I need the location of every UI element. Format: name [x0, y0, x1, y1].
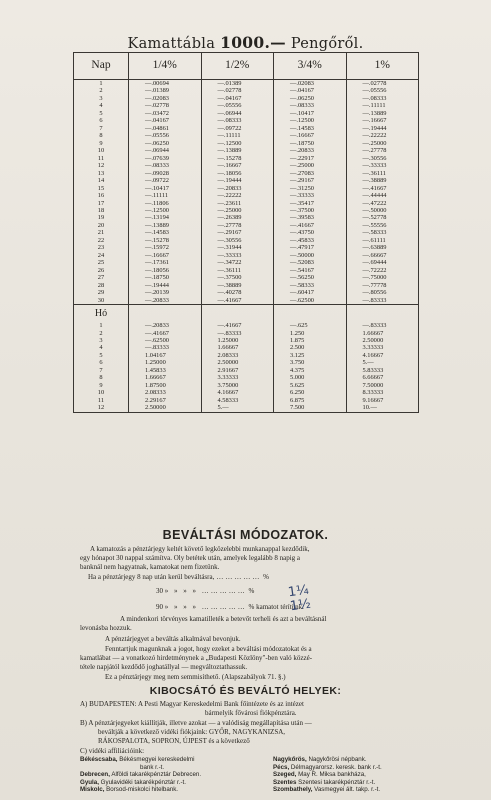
day-rate-value: —.15278 — [217, 154, 242, 162]
day-number: 15 — [97, 184, 105, 192]
day-number: 11 — [97, 154, 105, 162]
month-rate-value: 2.500 — [290, 344, 305, 352]
day-rate-value: —.14583 — [290, 124, 314, 132]
terms-line: egy hónapot 30 nappal számítva. Oly betétek után, amelyek legalább 8 napig a — [80, 554, 301, 562]
affiliate-entry: Szombathely, Vasmegyei ált. takp. r.-t. — [273, 786, 381, 794]
month-rate-value: 2.50000 — [145, 404, 166, 412]
day-rate-value: —.15972 — [145, 244, 169, 252]
day-rate-value: —.16667 — [290, 132, 314, 140]
day-rate-value: —.25000 — [362, 139, 387, 147]
day-rate-value: —.06250 — [290, 94, 314, 102]
month-rate-value: 5.625 — [290, 381, 305, 389]
day-rate-value: —.14583 — [145, 229, 169, 237]
branches-line: C) vidéki affiliációink: — [80, 747, 145, 755]
month-rate-value: 2.50000 — [362, 337, 384, 344]
day-rate-value: —.04167 — [217, 94, 242, 102]
month-rate-value: 2.91667 — [217, 366, 239, 374]
day-rate-value: —.37500 — [290, 206, 314, 214]
day-rate-value: —.09028 — [145, 169, 169, 177]
day-rate-value: —.37500 — [217, 274, 242, 282]
day-rate-value: —.66667 — [362, 251, 387, 259]
day-rate-value: —.54167 — [290, 266, 314, 274]
day-number: 4 — [99, 102, 103, 110]
month-number: 12 — [97, 404, 105, 412]
affiliate-entry: Szeged, May R. Miksa bankháza, — [273, 771, 366, 779]
interest-table — [73, 52, 419, 413]
day-number: 16 — [97, 192, 105, 200]
day-number: 3 — [99, 94, 103, 102]
day-rate-value: —.19444 — [362, 124, 387, 132]
month-rate-value: —.83333 — [217, 329, 242, 337]
month-rate-value: 1.875 — [290, 337, 305, 344]
day-rate-value: —.10417 — [290, 109, 314, 117]
month-rate-value: 9.16667 — [362, 396, 384, 404]
month-rate-value: —.62500 — [145, 337, 169, 344]
day-rate-column — [346, 80, 419, 305]
header-day: Nap — [74, 53, 129, 80]
day-rate-value: —.18750 — [290, 139, 314, 147]
day-rate-value: —.33333 — [362, 162, 387, 170]
month-header: Hó — [74, 305, 129, 323]
month-rate-value: 1.66667 — [217, 344, 239, 352]
day-rate-value: —.25000 — [290, 162, 314, 170]
day-number: 26 — [97, 266, 105, 274]
day-rate-value: —.30556 — [217, 236, 242, 244]
month-number: 9 — [99, 381, 103, 389]
month-rate-value: 4.58333 — [217, 396, 239, 404]
month-rate-value: 5.83333 — [362, 366, 384, 374]
day-rate-value: —.36111 — [217, 266, 241, 274]
day-rate-value: —.20833 — [290, 147, 314, 155]
day-rate-value: —.19444 — [145, 281, 169, 289]
day-number: 19 — [97, 214, 105, 222]
rate-line-90: 90 — [156, 603, 163, 611]
day-number: 9 — [99, 139, 103, 147]
day-rate-value: —.05556 — [217, 102, 242, 110]
months-block — [74, 322, 419, 412]
day-rate-value: —.19444 — [217, 177, 242, 185]
day-rate-column — [274, 80, 347, 305]
title-suffix: Pengőről. — [290, 36, 364, 52]
month-rate-value: 2.29167 — [145, 396, 166, 404]
affiliate-entry: Debrecen, Alföldi takarékpénztár Debrecen. — [80, 771, 202, 779]
day-rate-value: —.31944 — [217, 244, 242, 252]
month-rate-value: 3.75000 — [217, 381, 239, 389]
month-rate-value: 3.125 — [290, 351, 305, 359]
day-number: 22 — [97, 236, 105, 244]
header-rate-one: 1% — [346, 53, 419, 80]
day-rate-value: —.47917 — [290, 244, 314, 252]
day-rate-value: —.06944 — [217, 109, 242, 117]
day-number: 13 — [97, 169, 105, 177]
day-rate-value: —.35417 — [290, 199, 314, 207]
terms-line: tétele napjától kezdődő joghatállyal — megváltoztathassuk. — [80, 663, 248, 671]
rate-line-8: Ha a pénztárjegy 8 nap után kerül beváltásra — [88, 573, 213, 581]
month-rate-value: 1.04167 — [145, 351, 166, 359]
affiliate-entry: Gyula, Gyulavidéki takarékpénztár r.-t. — [80, 778, 186, 786]
day-rate-value: —.18056 — [145, 266, 169, 274]
day-rate-value: —.09722 — [145, 177, 169, 185]
day-number: 28 — [97, 281, 105, 289]
day-rate-value: —.25000 — [217, 206, 242, 214]
day-rate-value: —.01389 — [145, 87, 169, 95]
month-rate-value: 4.16667 — [362, 351, 384, 359]
day-rate-value: —.41667 — [217, 296, 242, 304]
month-header-row — [74, 305, 419, 323]
day-rate-value: —.13889 — [362, 109, 387, 117]
affiliate-entry: Békéscsaba, Békésmegyei kereskedelmi — [80, 756, 195, 763]
day-rate-value: —.03472 — [145, 109, 169, 117]
handwritten-rate: 1½ — [289, 596, 312, 615]
day-number: 17 — [97, 199, 105, 207]
month-number: 5 — [99, 351, 103, 359]
day-rate-value: —.52778 — [362, 214, 387, 222]
month-number: 3 — [99, 337, 103, 344]
month-number: 7 — [99, 366, 103, 374]
day-rate-value: —.16667 — [362, 117, 387, 125]
day-rate-value: —.13889 — [217, 147, 242, 155]
day-rate-value: —.16667 — [217, 162, 242, 170]
branches-line: RÁKOSPALOTA, SOPRON, ÚJPEST és a következő — [98, 737, 250, 745]
month-rate-value: 6.250 — [290, 389, 305, 397]
terms-line: levonásba hozzuk. — [80, 624, 132, 632]
month-rate-value: 1.250 — [290, 329, 305, 337]
branches-line: beváltják a következő vidéki fiókjaink: GYŐR, NAGYKANIZSA, — [98, 728, 286, 736]
day-rate-value: —.60417 — [290, 289, 314, 297]
month-rate-value: 1.25000 — [217, 337, 239, 344]
day-rate-value: —.31250 — [290, 184, 314, 192]
month-number: 11 — [97, 396, 105, 404]
day-rate-value: —.40278 — [217, 289, 242, 297]
month-rate-value: 8.33333 — [362, 389, 384, 397]
month-rate-value: —.83333 — [362, 322, 387, 330]
day-rate-value: —.15278 — [145, 236, 169, 244]
day-rate-value: —.08333 — [362, 94, 387, 102]
day-number: 30 — [97, 296, 105, 304]
month-rate-value: 4.16667 — [217, 389, 239, 397]
day-rate-value: —.56250 — [290, 274, 314, 282]
month-number-column — [74, 322, 129, 412]
month-rate-value: 2.08333 — [145, 389, 166, 397]
day-rate-value: —.13194 — [145, 214, 169, 222]
month-rate-column — [129, 322, 202, 412]
day-rate-value: —.41667 — [290, 221, 314, 229]
day-rate-value: —.08333 — [145, 162, 169, 170]
day-rate-value: —.34722 — [217, 259, 242, 267]
day-rate-value: —.44444 — [362, 192, 387, 200]
day-rate-value: —.02083 — [145, 94, 169, 102]
days-block — [74, 80, 419, 305]
day-rate-value: —.58333 — [290, 281, 314, 289]
day-rate-value: —.22222 — [217, 192, 242, 200]
terms-line: banknál nem hagyatnak, kamatokat nem fizetünk. — [80, 563, 220, 571]
month-number: 6 — [99, 359, 103, 367]
day-number: 7 — [99, 124, 103, 132]
month-rate-column — [274, 322, 347, 412]
month-rate-column — [201, 322, 274, 412]
day-number: 24 — [97, 251, 105, 259]
day-rate-value: —.77778 — [362, 281, 387, 289]
day-rate-value: —.10417 — [145, 184, 169, 192]
day-rate-value: —.62500 — [290, 296, 314, 304]
month-rate-value: 2.08333 — [217, 351, 239, 359]
day-rate-value: —.27778 — [217, 221, 242, 229]
day-rate-value: —.29167 — [290, 177, 314, 185]
terms-line: 90 » » » » …………… % kamatot térítünk. — [156, 603, 304, 611]
day-number: 14 — [97, 177, 105, 185]
day-rate-value: —.06944 — [145, 147, 169, 155]
affiliate-entry: Nagykőrös, Nagykőrösi népbank. — [273, 756, 367, 763]
month-rate-value: —.41667 — [145, 329, 169, 337]
affiliate-entry: Szentes Szentesi takarékpénztár r.-t. — [273, 778, 376, 786]
branches-line: bármelyik fővárosi fiókpénztára. — [205, 709, 297, 717]
day-rate-value: —.58333 — [362, 229, 387, 237]
day-rate-value: —.20833 — [217, 184, 242, 192]
day-rate-value: —.06250 — [145, 139, 169, 147]
day-rate-value: —.45833 — [290, 236, 314, 244]
kibocsato-title: KIBOCSÁTÓ ÉS BEVÁLTÓ HELYEK: — [149, 685, 342, 697]
day-number: 29 — [97, 289, 105, 297]
affiliate-list-right — [273, 756, 382, 794]
day-number: 27 — [97, 274, 105, 282]
header-rate-quarter: 1/4% — [129, 53, 202, 80]
month-rate-value: 3.750 — [290, 359, 305, 367]
day-rate-value: —.20139 — [145, 289, 169, 297]
affiliate-list-left — [80, 756, 201, 794]
title-amount: 1000.— — [220, 33, 286, 52]
day-number: 1 — [99, 80, 103, 87]
day-rate-value: —.08333 — [290, 102, 314, 110]
day-rate-value: —.00694 — [145, 80, 169, 87]
day-rate-value: —.11111 — [362, 102, 386, 110]
day-number: 23 — [97, 244, 105, 252]
day-rate-value: —.22222 — [362, 132, 387, 140]
day-rate-value: —.13889 — [145, 221, 169, 229]
header-rate-three-quarter: 3/4% — [274, 53, 347, 80]
day-rate-value: —.12500 — [217, 139, 242, 147]
day-rate-value: —.11806 — [145, 199, 169, 207]
day-rate-value: —.50000 — [362, 206, 387, 214]
terms-line: A mindenkori törvényes kamatilleték a betevőt terheli és azt a beváltásnál — [120, 615, 327, 623]
day-rate-value: —.61111 — [362, 236, 386, 244]
day-rate-value: —.47222 — [362, 199, 387, 207]
month-rate-value: 1.87500 — [145, 381, 166, 389]
day-rate-value: —.08333 — [217, 117, 242, 125]
day-rate-value: —.41667 — [362, 184, 387, 192]
day-rate-value: —.43750 — [290, 229, 314, 237]
day-rate-value: —.17361 — [145, 259, 169, 267]
bevaltasi-title: BEVÁLTÁSI MÓDOZATOK. — [162, 528, 329, 542]
month-number: 2 — [99, 329, 103, 337]
month-rate-value: 6.875 — [290, 396, 305, 404]
branches-line: B) A pénztárjegyeket kiállítják, illetve azokat — a valódiság megállapítása után — — [80, 719, 312, 727]
rate-line-30: 30 — [156, 587, 163, 595]
day-rate-value: —.23611 — [217, 199, 242, 207]
month-rate-value: —.83333 — [145, 344, 169, 352]
rate-tail: % kamatot térítünk. — [248, 603, 304, 611]
day-rate-value: —.39583 — [290, 214, 314, 222]
day-rate-value: —.29167 — [217, 229, 242, 237]
day-rate-value: —.18056 — [217, 169, 242, 177]
day-rate-value: —.63889 — [362, 244, 387, 252]
terms-line: Fenntartjuk magunknak a jogot, hogy ezeket a beváltási módozatokat és a — [105, 645, 312, 653]
day-rate-value: —.07639 — [145, 154, 169, 162]
day-rate-value: —.27778 — [362, 147, 387, 155]
month-rate-value: 5.— — [217, 404, 229, 412]
day-rate-value: —.38889 — [362, 177, 387, 185]
month-number: 10 — [97, 389, 105, 397]
terms-line: kamatlábat — a vonatkozó hirdetménynek a „Budapesti Közlöny"-ben való közzé- — [80, 654, 313, 662]
day-rate-value: —.83333 — [362, 296, 387, 304]
month-rate-value: 1.66667 — [362, 329, 384, 337]
day-rate-value: —.69444 — [362, 259, 387, 267]
day-rate-value: —.01389 — [217, 80, 242, 87]
day-rate-value: —.80556 — [362, 289, 387, 297]
day-rate-value: —.27083 — [290, 169, 314, 177]
day-rate-value: —.22917 — [290, 154, 314, 162]
table-header-row — [74, 53, 419, 80]
day-rate-value: —.04167 — [145, 117, 169, 125]
month-rate-value: 5.— — [362, 359, 374, 367]
month-rate-value: 7.500 — [290, 404, 305, 412]
day-rate-value: —.33333 — [217, 251, 242, 259]
day-rate-value: —.05556 — [145, 132, 169, 140]
terms-line: Ez a pénztárjegy meg nem semmisíthető. (Alapszabályok 71. §.) — [105, 673, 286, 681]
title-prefix: Kamattábla — [127, 36, 216, 52]
month-rate-value: 3.33333 — [362, 344, 384, 352]
month-rate-column — [346, 322, 419, 412]
day-rate-value: —.12500 — [145, 206, 169, 214]
day-rate-value: —.72222 — [362, 266, 387, 274]
day-number: 18 — [97, 206, 105, 214]
day-rate-column — [201, 80, 274, 305]
month-number: 4 — [99, 344, 103, 352]
day-rate-value: —.02083 — [290, 80, 314, 87]
day-rate-value: —.52083 — [290, 259, 314, 267]
day-rate-value: —.11111 — [145, 192, 169, 200]
month-rate-value: 10.— — [362, 404, 377, 412]
day-rate-value: —.38889 — [217, 281, 242, 289]
day-rate-value: —.50000 — [290, 251, 314, 259]
month-rate-value: 7.50000 — [362, 381, 384, 389]
month-rate-value: —.41667 — [217, 322, 242, 330]
day-rate-value: —.02778 — [145, 102, 169, 110]
header-rate-half: 1/2% — [201, 53, 274, 80]
branches-line: A) BUDAPESTEN: A Pesti Magyar Kereskedelmi Bank főintézete és az intézet — [80, 700, 304, 708]
day-rate-value: —.04861 — [145, 124, 169, 132]
affiliate-entry: bank r.-t. — [140, 763, 165, 771]
month-rate-value: 1.66667 — [145, 374, 166, 382]
month-rate-value: 3.33333 — [217, 374, 239, 382]
day-rate-value: —.36111 — [362, 169, 386, 177]
day-rate-value: —.09722 — [217, 124, 242, 132]
terms-line: A pénztárjegyet a beváltás alkalmával bevonjuk. — [105, 635, 241, 643]
day-number: 10 — [97, 147, 105, 155]
handwritten-rate: 1¼ — [287, 582, 310, 601]
month-rate-value: 5.000 — [290, 374, 305, 382]
day-rate-value: —.02778 — [217, 87, 242, 95]
affiliate-entry: Miskolc, Borsod-miskolci hitelbank. — [80, 786, 179, 794]
day-rate-value: —.04167 — [290, 87, 314, 95]
month-rate-value: —.20833 — [145, 322, 169, 330]
month-rate-value: 1.25000 — [145, 359, 166, 367]
day-rate-value: —.20833 — [145, 296, 169, 304]
month-number: 1 — [99, 322, 103, 330]
month-rate-value: —.625 — [290, 322, 308, 330]
day-number: 2 — [99, 87, 103, 95]
day-number: 5 — [99, 109, 103, 117]
month-rate-value: 6.66667 — [362, 374, 384, 382]
day-rate-value: —.75000 — [362, 274, 387, 282]
day-number: 6 — [99, 117, 103, 125]
month-number: 8 — [99, 374, 103, 382]
day-rate-value: —.18750 — [145, 274, 169, 282]
terms-line: A kamatozás a pénztárjegy keltét követő legközelebbi munkanappal kezdődik, — [90, 545, 310, 553]
day-rate-value: —.55556 — [362, 221, 387, 229]
day-rate-value: —.30556 — [362, 154, 387, 162]
day-number: 25 — [97, 259, 105, 267]
day-rate-column — [129, 80, 202, 305]
day-number: 21 — [97, 229, 105, 237]
day-number: 12 — [97, 162, 105, 170]
day-rate-value: —.16667 — [145, 251, 169, 259]
day-rate-value: —.02778 — [362, 80, 387, 87]
month-rate-value: 2.50000 — [217, 359, 239, 367]
day-rate-value: —.12500 — [290, 117, 314, 125]
day-rate-value: —.33333 — [290, 192, 314, 200]
month-rate-value: 4.375 — [290, 366, 305, 374]
day-rate-value: —.11111 — [217, 132, 241, 140]
terms-line: 30 » » » » …………… % — [156, 587, 255, 595]
month-rate-value: 1.45833 — [145, 366, 166, 374]
terms-line: Ha a pénztárjegy 8 nap után kerül beváltásra,…………… % — [88, 573, 269, 581]
affiliate-entry: Pécs, Délmagyarorsz. keresk. bank r.-t. — [273, 763, 382, 771]
day-number-column — [74, 80, 129, 305]
day-rate-value: —.26389 — [217, 214, 242, 222]
day-rate-value: —.05556 — [362, 87, 387, 95]
day-number: 20 — [97, 221, 105, 229]
page-title — [0, 33, 491, 52]
day-number: 8 — [99, 132, 103, 140]
